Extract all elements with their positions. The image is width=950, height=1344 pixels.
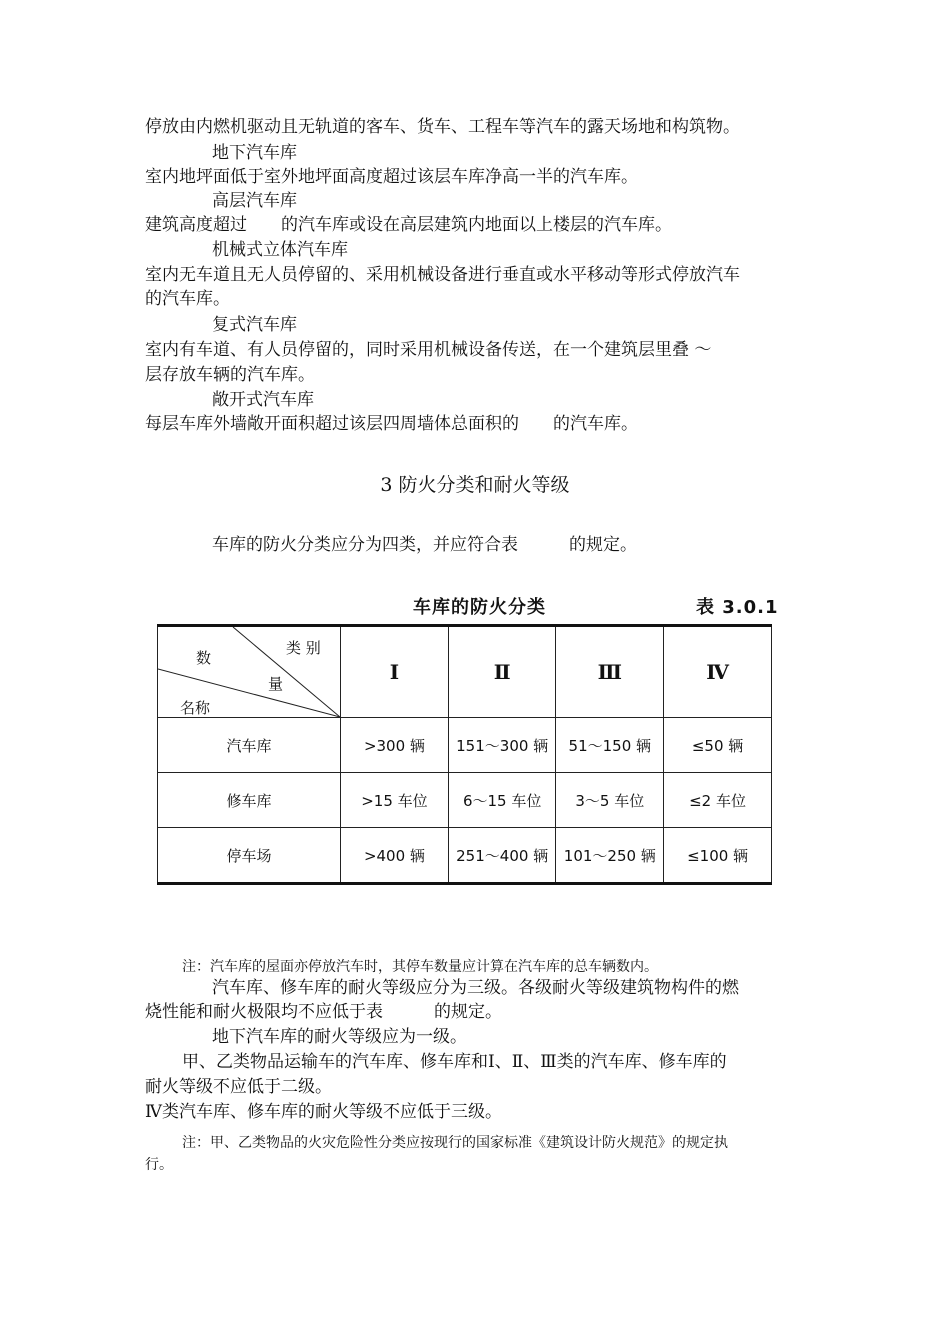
definition-text: 室内有车道、有人员停留的，同时采用机械设备传送，在一个建筑层里叠 ～ bbox=[145, 340, 712, 360]
term-heading: 机械式立体汽车库 bbox=[212, 240, 348, 260]
paragraph: 烧性能和耐火极限均不应低于表 的规定。 bbox=[145, 1002, 502, 1022]
paragraph: 甲、乙类物品运输车的汽车库、修车库和Ⅰ、Ⅱ、Ⅲ类的汽车库、修车库的 bbox=[182, 1052, 727, 1072]
quantity-label-2: 量 bbox=[268, 675, 284, 693]
term-heading: 复式汽车库 bbox=[212, 315, 297, 335]
category-label: 类 别 bbox=[286, 639, 321, 657]
paragraph: Ⅳ类汽车库、修车库的耐火等级不应低于三级。 bbox=[145, 1102, 502, 1122]
table-cell: 3～5 车位 bbox=[556, 773, 664, 828]
column-header: Ⅳ bbox=[664, 626, 772, 718]
table-row bbox=[158, 773, 772, 828]
footnote: 注：甲、乙类物品的火灾危险性分类应按现行的国家标准《建筑设计防火规范》的规定执 bbox=[182, 1135, 728, 1151]
table-cell: ≤100 辆 bbox=[664, 828, 772, 884]
table-cell: >400 辆 bbox=[341, 828, 449, 884]
table-cell: 251～400 辆 bbox=[448, 828, 556, 884]
row-name: 停车场 bbox=[158, 828, 341, 884]
table-note: 注：汽车库的屋面亦停放汽车时，其停车数量应计算在汽车库的总车辆数内。 bbox=[182, 959, 658, 975]
table-header-row bbox=[158, 626, 772, 718]
definition-text: 层存放车辆的汽车库。 bbox=[145, 365, 315, 385]
definition-text: 的汽车库。 bbox=[145, 289, 230, 309]
table-cell: 151～300 辆 bbox=[448, 718, 556, 773]
definition-text: 停放由内燃机驱动且无轨道的客车、货车、工程车等汽车的露天场地和构筑物。 bbox=[145, 117, 740, 137]
table-cell: 101～250 辆 bbox=[556, 828, 664, 884]
footnote: 行。 bbox=[145, 1157, 173, 1173]
quantity-label-1: 数 bbox=[196, 649, 212, 667]
corner-cell bbox=[158, 626, 341, 718]
term-heading: 地下汽车库 bbox=[212, 143, 297, 163]
paragraph: 地下汽车库的耐火等级应为一级。 bbox=[212, 1027, 467, 1047]
table-cell: >15 车位 bbox=[341, 773, 449, 828]
definition-text: 室内无车道且无人员停留的、采用机械设备进行垂直或水平移动等形式停放汽车 bbox=[145, 265, 740, 285]
table-caption: 车库的防火分类 bbox=[413, 597, 546, 618]
column-header: Ⅱ bbox=[448, 626, 556, 718]
table-cell: 51～150 辆 bbox=[556, 718, 664, 773]
section-heading: 3 防火分类和耐火等级 bbox=[380, 474, 570, 496]
table-row bbox=[158, 828, 772, 884]
table-number: 表 3.0.1 bbox=[696, 597, 779, 618]
fire-classification-table bbox=[157, 624, 772, 885]
column-header: Ⅰ bbox=[341, 626, 449, 718]
table-cell: >300 辆 bbox=[341, 718, 449, 773]
paragraph: 车库的防火分类应分为四类，并应符合表 的规定。 bbox=[212, 535, 637, 555]
table-cell: ≤2 车位 bbox=[664, 773, 772, 828]
term-heading: 高层汽车库 bbox=[212, 191, 297, 211]
table-cell: 6～15 车位 bbox=[448, 773, 556, 828]
name-label: 名称 bbox=[180, 699, 211, 717]
paragraph: 汽车库、修车库的耐火等级应分为三级。各级耐火等级建筑物构件的燃 bbox=[212, 978, 739, 998]
definition-text: 建筑高度超过 的汽车库或设在高层建筑内地面以上楼层的汽车库。 bbox=[145, 215, 672, 235]
table-cell: ≤50 辆 bbox=[664, 718, 772, 773]
paragraph: 耐火等级不应低于二级。 bbox=[145, 1077, 332, 1097]
column-header: Ⅲ bbox=[556, 626, 664, 718]
definition-text: 每层车库外墙敞开面积超过该层四周墙体总面积的 的汽车库。 bbox=[145, 414, 638, 434]
definition-text: 室内地坪面低于室外地坪面高度超过该层车库净高一半的汽车库。 bbox=[145, 167, 638, 187]
row-name: 修车库 bbox=[158, 773, 341, 828]
table-row bbox=[158, 718, 772, 773]
term-heading: 敞开式汽车库 bbox=[212, 390, 314, 410]
row-name: 汽车库 bbox=[158, 718, 341, 773]
